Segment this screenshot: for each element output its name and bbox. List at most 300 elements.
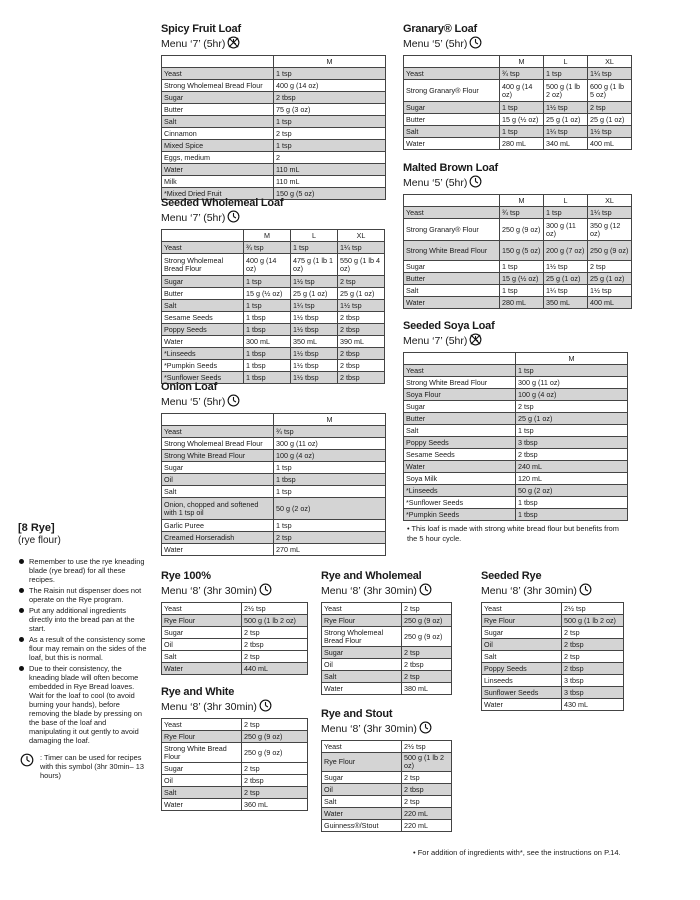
- ingredient-row: [162, 731, 308, 743]
- ingredient-row: [162, 627, 308, 639]
- ingredient-name: Eggs, medium: [162, 152, 274, 164]
- ingredient-row: [162, 152, 386, 164]
- menu-setting: [481, 583, 624, 600]
- ingredient-amount: 150 g (5 oz): [274, 188, 386, 200]
- ingredient-name: Onion, chopped and softened with 1 tsp oil: [162, 498, 274, 520]
- ingredient-amount: 2 tbsp: [338, 372, 385, 384]
- ingredient-name: Butter: [162, 288, 244, 300]
- menu-setting: [403, 175, 632, 192]
- ingredient-amount: 150 g (5 oz): [500, 241, 544, 261]
- ingredient-name: Salt: [322, 796, 402, 808]
- menu-setting: [161, 36, 386, 53]
- ingredient-row: [322, 671, 452, 683]
- ingredient-row: [162, 651, 308, 663]
- ingredient-row: [322, 741, 452, 753]
- ingredient-amount: 1¼ tsp: [291, 300, 338, 312]
- ingredient-row: [162, 603, 308, 615]
- ingredient-amount: 360 mL: [242, 799, 308, 811]
- ingredients-table: [161, 718, 308, 811]
- ingredient-row: [162, 336, 385, 348]
- ingredient-name: Oil: [482, 639, 562, 651]
- ingredient-name: Rye Flour: [322, 615, 402, 627]
- ingredient-amount: 2 tsp: [274, 532, 386, 544]
- menu-setting: [321, 583, 452, 600]
- ingredient-row: [322, 603, 452, 615]
- size-column-header: M: [244, 230, 291, 242]
- recipe-title: Granary® Loaf: [403, 23, 477, 35]
- ingredient-amount: 250 g (9 oz): [402, 615, 452, 627]
- ingredients-table: [403, 352, 628, 521]
- ingredient-name: Rye Flour: [162, 615, 242, 627]
- ingredient-name: *Sunflower Seeds: [162, 372, 244, 384]
- ingredient-name: Oil: [162, 639, 242, 651]
- ingredient-name: Guinness®/Stout: [322, 820, 402, 832]
- recipe-title: Rye and Wholemeal: [321, 570, 422, 582]
- ingredient-name: Salt: [162, 651, 242, 663]
- ingredient-amount: 2 tbsp: [242, 775, 308, 787]
- ingredient-amount: 1¼ tsp: [338, 242, 385, 254]
- menu-setting: [161, 699, 308, 716]
- ingredient-name: Salt: [404, 126, 500, 138]
- ingredient-row: [162, 544, 386, 556]
- ingredient-row: [162, 639, 308, 651]
- timer-icon: [419, 721, 432, 738]
- ingredient-name: Poppy Seeds: [482, 663, 562, 675]
- ingredient-name: Oil: [162, 775, 242, 787]
- ingredient-amount: 270 mL: [274, 544, 386, 556]
- ingredient-amount: 400 mL: [588, 138, 632, 150]
- ingredient-amount: 2 tsp: [402, 671, 452, 683]
- ingredient-name: Strong Granary® Flour: [404, 80, 500, 102]
- ingredient-amount: 1 tsp: [274, 68, 386, 80]
- table-header-row: [404, 195, 632, 207]
- recipe-title: Rye and White: [161, 686, 235, 698]
- ingredient-name: Strong Wholemeal Bread Flour: [162, 438, 274, 450]
- recipe-rye-and-wholemeal: [321, 570, 452, 695]
- ingredient-amount: 340 mL: [544, 138, 588, 150]
- ingredient-row: [404, 485, 628, 497]
- ingredient-amount: 390 mL: [338, 336, 385, 348]
- ingredient-row: [322, 753, 452, 772]
- ingredient-name: *Sunflower Seeds: [404, 497, 516, 509]
- menu-label: Menu ‘8’ (3hr 30min): [321, 585, 417, 597]
- ingredient-name: Water: [162, 336, 244, 348]
- footer-note: • For addition of ingredients with*, see the instructions on P.14.: [413, 848, 621, 857]
- ingredient-row: [482, 627, 624, 639]
- ingredient-name: Salt: [404, 425, 516, 437]
- ingredient-row: [404, 401, 628, 413]
- ingredient-name: Rye Flour: [162, 731, 242, 743]
- ingredient-row: [404, 461, 628, 473]
- ingredients-table: [403, 194, 632, 309]
- ingredient-amount: 2 tbsp: [402, 659, 452, 671]
- ingredient-amount: 200 g (7 oz): [544, 241, 588, 261]
- table-header-row: [162, 230, 385, 242]
- ingredient-name: Water: [404, 297, 500, 309]
- ingredient-name: Sugar: [162, 462, 274, 474]
- ingredient-name: Strong Wholemeal Bread Flour: [162, 80, 274, 92]
- ingredient-amount: 300 g (11 oz): [544, 219, 588, 241]
- ingredient-amount: 110 mL: [274, 176, 386, 188]
- ingredients-table: [403, 55, 632, 150]
- ingredient-row: [162, 80, 386, 92]
- ingredient-amount: 2 tsp: [242, 651, 308, 663]
- ingredient-row: [162, 104, 386, 116]
- ingredient-amount: 2½ tsp: [242, 603, 308, 615]
- ingredient-amount: 400 g (14 oz): [500, 80, 544, 102]
- ingredient-amount: 300 g (11 oz): [516, 377, 628, 389]
- ingredient-amount: 220 mL: [402, 808, 452, 820]
- ingredient-name: Mixed Spice: [162, 140, 274, 152]
- section-subheading: (rye flour): [18, 535, 61, 546]
- ingredient-name: *Linseeds: [404, 485, 516, 497]
- ingredient-row: [162, 360, 385, 372]
- ingredient-amount: 2 tsp: [338, 276, 385, 288]
- ingredient-row: [162, 312, 385, 324]
- ingredient-amount: 3 tbsp: [562, 675, 624, 687]
- ingredient-amount: 1 tbsp: [244, 372, 291, 384]
- ingredient-amount: 1 tsp: [274, 462, 386, 474]
- ingredient-row: [404, 389, 628, 401]
- header-blank-cell: [162, 414, 274, 426]
- ingredient-amount: 1 tsp: [274, 116, 386, 128]
- ingredients-table: [161, 55, 386, 200]
- ingredient-name: Strong White Bread Flour: [162, 450, 274, 462]
- ingredient-name: Water: [322, 683, 402, 695]
- ingredient-name: Sugar: [404, 401, 516, 413]
- ingredient-row: [482, 699, 624, 711]
- ingredient-name: Poppy Seeds: [404, 437, 516, 449]
- ingredient-amount: 2 tbsp: [516, 449, 628, 461]
- ingredient-row: [162, 719, 308, 731]
- ingredient-name: Butter: [404, 114, 500, 126]
- ingredient-amount: 280 mL: [500, 138, 544, 150]
- size-column-header: L: [544, 56, 588, 68]
- ingredient-amount: 1¼ tsp: [588, 68, 632, 80]
- ingredient-name: Sugar: [162, 92, 274, 104]
- menu-setting: [321, 721, 452, 738]
- ingredient-name: Milk: [162, 176, 274, 188]
- header-blank-cell: [404, 56, 500, 68]
- ingredient-amount: 250 g (9 oz): [500, 219, 544, 241]
- ingredient-name: Water: [482, 699, 562, 711]
- ingredient-amount: 3 tbsp: [516, 437, 628, 449]
- ingredient-row: [404, 425, 628, 437]
- ingredient-amount: 1 tbsp: [516, 497, 628, 509]
- ingredient-name: Sugar: [404, 261, 500, 273]
- ingredient-name: Water: [162, 164, 274, 176]
- ingredient-row: [404, 297, 632, 309]
- ingredient-name: Strong Wholemeal Bread Flour: [322, 627, 402, 647]
- ingredient-row: [404, 497, 628, 509]
- ingredient-name: Strong White Bread Flour: [404, 377, 516, 389]
- ingredient-amount: 2 tsp: [402, 772, 452, 784]
- recipe-rye-and-white: [161, 686, 308, 811]
- section-heading: [8 Rye]: [18, 522, 55, 534]
- ingredient-row: [322, 796, 452, 808]
- ingredient-name: Yeast: [482, 603, 562, 615]
- recipe-malted-brown-loaf: [403, 162, 632, 309]
- ingredient-name: Salt: [162, 787, 242, 799]
- ingredient-amount: 15 g (½ oz): [500, 273, 544, 285]
- ingredient-name: Oil: [322, 659, 402, 671]
- ingredient-row: [404, 126, 632, 138]
- note-item: Remember to use the rye kneading blade (rye bread) for all these recipes.: [18, 557, 150, 584]
- ingredient-row: [404, 449, 628, 461]
- ingredient-amount: 1 tsp: [244, 300, 291, 312]
- ingredient-amount: 1½ tbsp: [291, 372, 338, 384]
- ingredient-amount: 25 g (1 oz): [516, 413, 628, 425]
- ingredient-row: [322, 615, 452, 627]
- ingredient-name: Sugar: [482, 627, 562, 639]
- ingredient-row: [322, 683, 452, 695]
- ingredient-amount: 500 g (1 lb 2 oz): [402, 753, 452, 772]
- ingredient-name: Garlic Puree: [162, 520, 274, 532]
- timer-icon: [259, 583, 272, 600]
- menu-label: Menu ‘8’ (3hr 30min): [481, 585, 577, 597]
- recipe-title: Rye and Stout: [321, 708, 393, 720]
- timer-note: [18, 753, 150, 780]
- ingredient-amount: 400 g (14 oz): [244, 254, 291, 276]
- ingredient-amount: 2 tsp: [402, 647, 452, 659]
- recipe-title: Spicy Fruit Loaf: [161, 23, 241, 35]
- ingredient-amount: 15 g (½ oz): [500, 114, 544, 126]
- ingredient-amount: 2 tsp: [242, 719, 308, 731]
- ingredient-row: [404, 219, 632, 241]
- recipe-title: Rye 100%: [161, 570, 211, 582]
- ingredient-name: Salt: [162, 486, 274, 498]
- ingredient-name: Salt: [482, 651, 562, 663]
- ingredient-row: [162, 799, 308, 811]
- ingredient-amount: 550 g (1 lb 4 oz): [338, 254, 385, 276]
- ingredient-amount: 25 g (1 oz): [544, 273, 588, 285]
- recipe-spicy-fruit-loaf: [161, 23, 386, 200]
- ingredient-name: Sesame Seeds: [404, 449, 516, 461]
- ingredient-name: Sugar: [162, 763, 242, 775]
- size-column-header: M: [274, 56, 386, 68]
- ingredient-row: [404, 138, 632, 150]
- timer-icon: [469, 36, 482, 53]
- ingredient-amount: 250 g (9 oz): [588, 241, 632, 261]
- recipe-title: Seeded Soya Loaf: [403, 320, 495, 332]
- ingredient-amount: 300 mL: [244, 336, 291, 348]
- ingredients-table: [321, 740, 452, 832]
- menu-setting: [403, 36, 632, 53]
- ingredient-row: [482, 663, 624, 675]
- ingredient-row: [404, 285, 632, 297]
- size-column-header: L: [291, 230, 338, 242]
- ingredient-row: [482, 675, 624, 687]
- ingredients-table: [161, 229, 385, 384]
- ingredient-name: Sugar: [404, 102, 500, 114]
- menu-label: Menu ‘5’ (5hr): [403, 177, 468, 189]
- menu-label: Menu ‘5’ (5hr): [161, 396, 226, 408]
- ingredient-amount: ¾ tsp: [244, 242, 291, 254]
- ingredient-amount: 2 tsp: [588, 261, 632, 273]
- ingredient-amount: 1 tsp: [274, 520, 386, 532]
- ingredient-name: Water: [322, 808, 402, 820]
- ingredient-amount: 1 tsp: [274, 486, 386, 498]
- ingredient-name: Butter: [404, 413, 516, 425]
- menu-setting: [161, 394, 386, 411]
- ingredient-row: [162, 288, 385, 300]
- size-column-header: XL: [338, 230, 385, 242]
- ingredient-amount: 1½ tbsp: [291, 348, 338, 360]
- ingredient-row: [162, 254, 385, 276]
- ingredient-amount: 2 tsp: [562, 627, 624, 639]
- ingredient-amount: 400 mL: [588, 297, 632, 309]
- ingredient-amount: 300 g (11 oz): [274, 438, 386, 450]
- ingredient-amount: 2 tbsp: [562, 639, 624, 651]
- ingredient-row: [162, 242, 385, 254]
- ingredient-row: [482, 639, 624, 651]
- ingredient-name: Salt: [162, 300, 244, 312]
- ingredient-row: [162, 743, 308, 763]
- ingredient-amount: 100 g (4 oz): [274, 450, 386, 462]
- ingredient-name: Butter: [162, 104, 274, 116]
- ingredient-amount: ¾ tsp: [274, 426, 386, 438]
- recipe-rye-and-stout: [321, 708, 452, 832]
- ingredient-row: [162, 140, 386, 152]
- ingredient-row: [404, 207, 632, 219]
- ingredient-row: [162, 68, 386, 80]
- ingredient-amount: 3 tbsp: [562, 687, 624, 699]
- ingredient-amount: 2 tbsp: [274, 92, 386, 104]
- ingredient-name: *Linseeds: [162, 348, 244, 360]
- no-timer-icon: [469, 333, 482, 350]
- ingredient-amount: 430 mL: [562, 699, 624, 711]
- ingredient-name: Cinnamon: [162, 128, 274, 140]
- ingredient-name: Butter: [404, 273, 500, 285]
- ingredient-amount: 1½ tsp: [544, 102, 588, 114]
- ingredient-row: [162, 787, 308, 799]
- menu-setting: [403, 333, 631, 350]
- ingredient-row: [404, 273, 632, 285]
- ingredient-amount: 1½ tsp: [544, 261, 588, 273]
- ingredient-amount: 2 tsp: [274, 128, 386, 140]
- ingredient-amount: 1 tsp: [291, 242, 338, 254]
- ingredient-amount: 440 mL: [242, 663, 308, 675]
- ingredient-amount: 280 mL: [500, 297, 544, 309]
- ingredient-amount: 380 mL: [402, 683, 452, 695]
- ingredient-amount: 2 tbsp: [338, 348, 385, 360]
- ingredient-row: [162, 763, 308, 775]
- ingredient-name: Creamed Horseradish: [162, 532, 274, 544]
- ingredient-name: Sugar: [162, 627, 242, 639]
- header-blank-cell: [162, 56, 274, 68]
- ingredient-row: [404, 80, 632, 102]
- ingredient-amount: 2 tsp: [242, 763, 308, 775]
- menu-label: Menu ‘5’ (5hr): [403, 38, 468, 50]
- ingredient-row: [162, 615, 308, 627]
- ingredient-amount: 50 g (2 oz): [516, 485, 628, 497]
- ingredient-name: Yeast: [162, 426, 274, 438]
- size-column-header: M: [274, 414, 386, 426]
- recipe-rye-100: [161, 570, 308, 675]
- ingredient-amount: 1 tsp: [500, 261, 544, 273]
- ingredient-row: [482, 687, 624, 699]
- ingredient-name: Sesame Seeds: [162, 312, 244, 324]
- ingredient-amount: 2½ tsp: [562, 603, 624, 615]
- ingredient-row: [162, 116, 386, 128]
- size-column-header: M: [500, 195, 544, 207]
- ingredient-amount: 400 g (14 oz): [274, 80, 386, 92]
- table-header-row: [162, 414, 386, 426]
- ingredient-row: [162, 498, 386, 520]
- ingredient-amount: 1½ tbsp: [291, 312, 338, 324]
- ingredient-amount: 1 tsp: [544, 68, 588, 80]
- ingredient-row: [322, 772, 452, 784]
- ingredient-amount: 500 g (1 lb 2 oz): [562, 615, 624, 627]
- ingredient-amount: 500 g (1 lb 2 oz): [544, 80, 588, 102]
- ingredient-amount: 110 mL: [274, 164, 386, 176]
- ingredient-name: Yeast: [404, 68, 500, 80]
- size-column-header: M: [500, 56, 544, 68]
- menu-label: Menu ‘8’ (3hr 30min): [161, 701, 257, 713]
- ingredient-row: [482, 651, 624, 663]
- ingredient-row: [162, 520, 386, 532]
- ingredient-row: [162, 486, 386, 498]
- ingredient-amount: 1½ tbsp: [291, 360, 338, 372]
- ingredient-amount: 120 mL: [516, 473, 628, 485]
- ingredient-amount: 1 tsp: [516, 425, 628, 437]
- ingredient-amount: 1¼ tsp: [588, 207, 632, 219]
- recipe-title: Seeded Rye: [481, 570, 542, 582]
- ingredient-amount: 2 tsp: [242, 627, 308, 639]
- timer-icon: [20, 753, 34, 769]
- ingredient-row: [404, 377, 628, 389]
- ingredient-amount: 2 tbsp: [242, 639, 308, 651]
- ingredient-row: [162, 276, 385, 288]
- ingredient-row: [162, 450, 386, 462]
- ingredient-name: Sugar: [322, 647, 402, 659]
- ingredient-name: Strong Granary® Flour: [404, 219, 500, 241]
- timer-icon: [259, 699, 272, 716]
- table-header-row: [162, 56, 386, 68]
- ingredient-row: [404, 437, 628, 449]
- rye-section-notes: [18, 522, 150, 780]
- ingredient-name: Rye Flour: [482, 615, 562, 627]
- ingredient-name: Soya Milk: [404, 473, 516, 485]
- size-column-header: M: [516, 353, 628, 365]
- ingredients-table: [161, 413, 386, 556]
- ingredient-amount: 1 tsp: [516, 365, 628, 377]
- ingredient-amount: 1 tsp: [544, 207, 588, 219]
- ingredient-amount: 1 tbsp: [244, 360, 291, 372]
- ingredient-amount: 1 tsp: [274, 140, 386, 152]
- ingredient-row: [322, 808, 452, 820]
- ingredient-amount: 500 g (1 lb 2 oz): [242, 615, 308, 627]
- ingredient-row: [404, 241, 632, 261]
- ingredients-table: [481, 602, 624, 711]
- ingredient-row: [404, 509, 628, 521]
- ingredient-name: *Pumpkin Seeds: [404, 509, 516, 521]
- ingredient-amount: 2½ tsp: [402, 741, 452, 753]
- ingredient-amount: 1 tsp: [500, 102, 544, 114]
- ingredient-amount: 2 tsp: [562, 651, 624, 663]
- recipe-title: Onion Loaf: [161, 381, 218, 393]
- recipe-onion-loaf: [161, 381, 386, 556]
- ingredient-row: [482, 603, 624, 615]
- ingredient-amount: 25 g (1 oz): [291, 288, 338, 300]
- ingredient-name: Yeast: [162, 242, 244, 254]
- ingredient-amount: 25 g (1 oz): [544, 114, 588, 126]
- ingredient-row: [162, 324, 385, 336]
- ingredient-amount: 1 tbsp: [516, 509, 628, 521]
- ingredient-amount: 1½ tsp: [588, 126, 632, 138]
- ingredient-amount: 75 g (3 oz): [274, 104, 386, 116]
- note-item: As a result of the consistency some flour may remain on the sides of the loaf, but this is normal.: [18, 635, 150, 662]
